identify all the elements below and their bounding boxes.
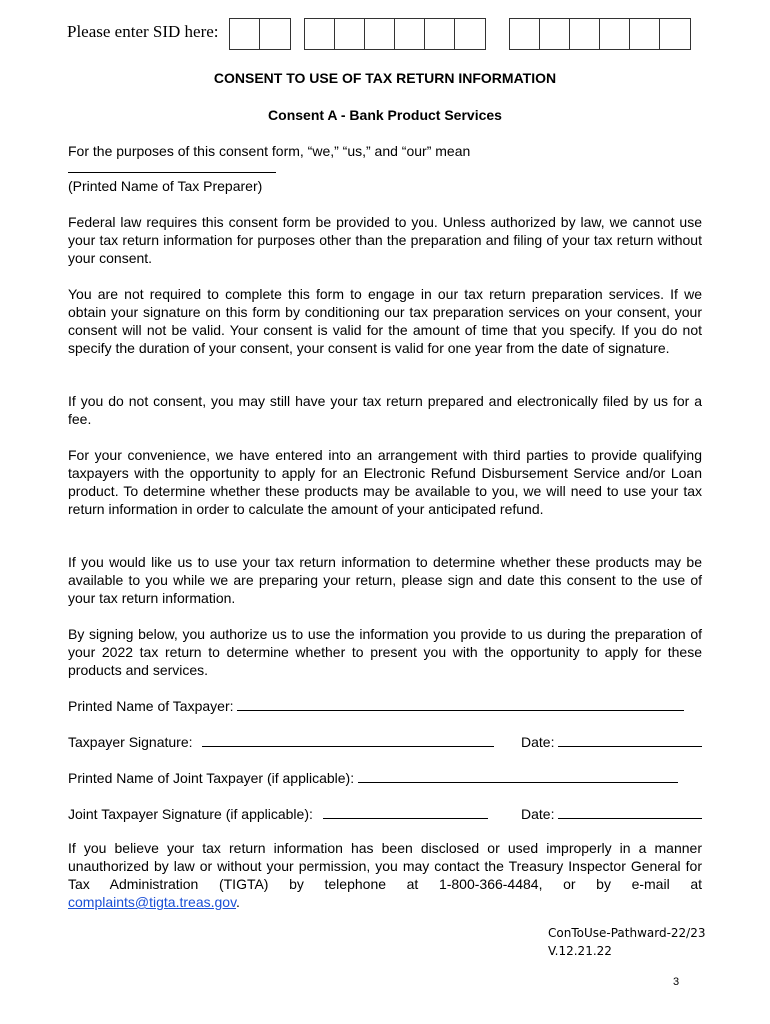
taxpayer-name-label: Printed Name of Taxpayer: [68, 698, 234, 714]
sid-digit-box[interactable] [260, 19, 290, 49]
paragraph-by-signing: By signing below, you authorize us to use the information you provide to us during the preparation of your 2022 tax return to determine whether to present you with the opportunity to apply for these products and services. [68, 626, 702, 678]
sid-digit-box[interactable] [630, 19, 660, 49]
sid-digit-box[interactable] [230, 19, 260, 49]
taxpayer-name-field[interactable] [237, 696, 684, 711]
complaint-end: . [236, 894, 240, 910]
document-title: CONSENT TO USE OF TAX RETURN INFORMATION [213, 70, 557, 86]
document-subtitle: Consent A - Bank Product Services [268, 107, 502, 123]
sid-box-group-2[interactable] [304, 18, 486, 50]
paragraph-would-like: If you would like us to use your tax return information to determine whether these products may be available to you while we are preparing your return, please sign and date this consent to the use of your tax return information. [68, 554, 702, 606]
sid-digit-box[interactable] [365, 19, 395, 49]
sid-digit-box[interactable] [540, 19, 570, 49]
sid-box-group-3[interactable] [509, 18, 691, 50]
taxpayer-signature-label: Taxpayer Signature: [68, 734, 193, 750]
intro-text: For the purposes of this consent form, “we,” “us,” and “our” mean [68, 143, 471, 159]
joint-date-row [521, 804, 702, 822]
page-number: 3 [673, 976, 680, 988]
complaint-text: If you believe your tax return information has been disclosed or used improperly in a manner unauthorized by law or without your permission, you may contact the Treasury Inspector General for Tax Administration (TIGTA) by telephone at 1-800-366-4484, or by e-mail at [68, 840, 702, 892]
preparer-name-field[interactable] [68, 158, 276, 176]
paragraph-federal-law: Federal law requires this consent form be provided to you. Unless authorized by law, we cannot use your tax return information for purposes other than the preparation and filing of your tax return without your consent. [68, 214, 702, 266]
joint-signature-row [68, 804, 488, 822]
form-version: V.12.21.22 [548, 944, 612, 958]
tigta-email-link[interactable]: complaints@tigta.treas.gov [68, 894, 237, 910]
joint-signature-field[interactable] [323, 804, 488, 819]
preparer-name-label: (Printed Name of Tax Preparer) [68, 178, 263, 194]
sid-label: Please enter SID here: [67, 22, 219, 41]
paragraph-not-required: You are not required to complete this form to engage in our tax return preparation services. If we obtain your signature on this form by conditioning our tax preparation services on your consent, your consent will not be valid. Your consent is valid for the amount of time that you specify. If you do not specify the duration of your consent, your consent is valid for one year from the date of signature. [68, 286, 702, 356]
joint-date-label: Date: [521, 806, 555, 822]
joint-date-field[interactable] [558, 804, 702, 819]
taxpayer-name-row [68, 696, 684, 714]
sid-box-group-1[interactable] [229, 18, 291, 50]
sid-digit-box[interactable] [305, 19, 335, 49]
paragraph-complaint [68, 839, 702, 911]
sid-digit-box[interactable] [455, 19, 485, 49]
paragraph-convenience: For your convenience, we have entered into an arrangement with third parties to provide qualifying taxpayers with the opportunity to apply for an Electronic Refund Disbursement Service and/or Loan product. To determine whether these products may be available to you, we will need to use your tax return information in order to calculate the amount of your anticipated refund. [68, 447, 702, 517]
sid-digit-box[interactable] [600, 19, 630, 49]
sid-digit-box[interactable] [570, 19, 600, 49]
taxpayer-date-field[interactable] [558, 732, 702, 747]
sid-digit-box[interactable] [335, 19, 365, 49]
joint-name-row [68, 768, 678, 786]
sid-digit-box[interactable] [395, 19, 425, 49]
sid-digit-box[interactable] [425, 19, 455, 49]
taxpayer-date-label: Date: [521, 734, 555, 750]
sid-digit-box[interactable] [510, 19, 540, 49]
form-code: ConToUse-Pathward-22/23 [548, 926, 706, 940]
sid-digit-box[interactable] [660, 19, 690, 49]
taxpayer-signature-row [68, 732, 494, 750]
joint-name-label: Printed Name of Joint Taxpayer (if applicable): [68, 770, 355, 786]
joint-name-field[interactable] [358, 768, 678, 783]
taxpayer-date-row [521, 732, 702, 750]
paragraph-no-consent: If you do not consent, you may still have your tax return prepared and electronically filed by us for a fee. [68, 393, 702, 427]
joint-signature-label: Joint Taxpayer Signature (if applicable): [68, 806, 313, 822]
taxpayer-signature-field[interactable] [202, 732, 494, 747]
